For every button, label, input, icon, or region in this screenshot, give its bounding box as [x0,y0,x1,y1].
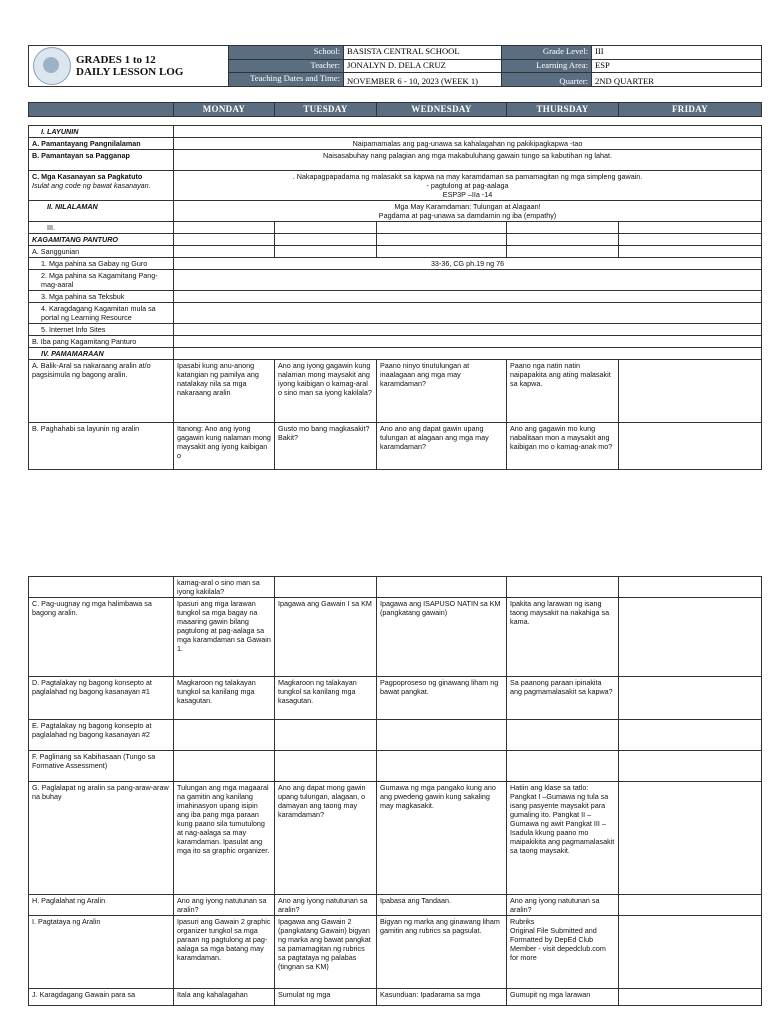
procedure-label: B. Paghahabi sa layunin ng aralin [29,423,174,470]
school-label: School: [229,46,344,60]
procedure-cell: Ano ang iyong natutunan sa aralin? [275,895,377,916]
procedure-label: C. Pag-uugnay ng mga halimbawa sa bagong aralin. [29,598,174,677]
procedure-cell: Ipasuri ang Gawain 2 graphic organizer tungkol sa mga paraan ng pagtulong at pag-aalaga sa mga batang may karamdaman. [174,916,275,989]
procedure-cell: Itanong: Ano ang iyong gagawin kung nalaman mong maysakit ang iyong kaibigan o [174,423,275,470]
teacher-value: JONALYN D. DELA CRUZ [344,59,502,73]
day-tuesday: TUESDAY [275,103,377,117]
procedure-cell: Ipasuri ang mga larawan tungkol sa mga bagay na maaaring gawin bilang pagtulong at pag-aalaga sa mga karamdaman sa Gawain 1. [174,598,275,677]
procedure-cell: Kasunduan: Ipadarama sa mga [377,989,507,1006]
procedure-label: F. Paglinang sa Kabihasaan (Tungo sa Formative Assessment) [29,751,174,782]
procedure-cell [619,598,762,677]
deped-seal-icon [33,47,71,85]
procedure-cell: Gusto mo bang magkasakit? Bakit? [275,423,377,470]
procedure-cell [619,751,762,782]
area-label: Learning Area: [502,59,592,73]
section-pamamaraan: IV. PAMAMARAAN [29,348,174,360]
procedure-cell: Rubriks Original File Submitted and Formatted by DepEd Club Member - visit depedclub.com for more [507,916,619,989]
label-internet-info: 5. Internet Info Sites [29,324,174,336]
procedure-cell: Ipasabi kung anu-anong katangian ng pamilya ang natalakay nila sa mga nakaraang aralin [174,360,275,423]
procedure-row [29,895,762,916]
day-friday: FRIDAY [619,103,762,117]
kasanayan-line2: - pagtulong at pag-aalaga [426,181,509,190]
procedure-row [29,916,762,989]
procedure-cell: Ano ang iyong natutunan sa aralin? [507,895,619,916]
procedure-cell: Ipagawa ang Gawain I sa KM [275,598,377,677]
procedure-cell: Ipabasa ang Tandaan. [377,895,507,916]
day-thursday: THURSDAY [507,103,619,117]
procedure-cell: Ano ang dapat mong gawin upang tulungan, alagaan, o damayan ang taong may karamdaman? [275,782,377,895]
value-nilalaman [174,201,762,222]
procedure-row [29,598,762,677]
procedure-cell: Ano ang iyong gagawin kung nalaman mong maysakit ang iyong kaibigan o kamag-aral o sino man sa iyong kakilala? [275,360,377,423]
label-learning-resource: 4. Karagdagang Kagamitan mula sa portal ng Learning Resource [29,303,174,324]
value-pamantayan-sa-pagganap: Naisasabuhay nang palagian ang mga makabuluhang gawain tungo sa kabutihan ng lahat. [174,150,762,171]
procedure-cell [619,916,762,989]
title-line1: GRADES 1 to 12 [76,54,156,66]
label-pamantayan-sa-pagganap: B. Pamantayan sa Pagganap [29,150,174,171]
label-kasanayan [29,171,174,201]
label-pamantayang-pangnilalaman: A. Pamantayang Pangnilalaman [29,138,174,150]
label-teksbuk: 3. Mga pahina sa Teksbuk [29,291,174,303]
procedure-label: A. Balik-Aral sa nakaraang aralin at/o pagsisimula ng bagong aralin. [29,360,174,423]
procedure-cell: Ipakita ang larawan ng isang taong maysakit na nakahiga sa kama. [507,598,619,677]
procedure-cell: Magkaroon ng talakayan tungkol sa kanilang mga kasagutan. [174,677,275,720]
dates-label: Teaching Dates and Time: [229,73,344,87]
procedure-cell [619,782,762,895]
label-gabay-ng-guro: 1. Mga pahina sa Gabay ng Guro [29,258,174,270]
day-monday: MONDAY [174,103,275,117]
kasanayan-title: C. Mga Kasanayan sa Pagkatuto [32,172,143,181]
procedure-label: H. Paglalahat ng Aralin [29,895,174,916]
school-value: BASISTA CENTRAL SCHOOL [344,46,502,60]
procedure-cell [619,423,762,470]
procedure-cell [377,720,507,751]
value-gabay-ng-guro: 33-36, CG ph.19 ng 76 [174,258,762,270]
kasanayan-line3: ESP3P –IIa -14 [442,190,493,199]
section-nilalaman: II. NILALAMAN [29,201,174,222]
procedure-row [29,782,762,895]
procedure-cell: Sa paanong paraan ipinakita ang pagmamalasakit sa kapwa? [507,677,619,720]
grade-value: III [592,46,762,60]
day-wednesday: WEDNESDAY [377,103,507,117]
procedure-cell [507,720,619,751]
procedure-cell [275,751,377,782]
procedure-label: E. Pagtalakay ng bagong konsepto at paglalahad ng bagong kasanayan #2 [29,720,174,751]
label-sanggunian: A. Sanggunian [29,246,174,258]
value-pamantayang-pangnilalaman: Naipamamalas ang pag-unawa sa kahalagahan ng pakikipagkapwa -tao [174,138,762,150]
day-header-row [29,103,762,117]
section-kagamitan: KAGAMITANG PANTURO [29,234,174,246]
section-iii: III. [29,222,174,234]
continuation-cell: kamag-aral o sino man sa iyong kakilala? [174,577,275,598]
quarter-value: 2ND QUARTER [592,73,762,87]
procedure-cell [377,751,507,782]
procedure-cell [619,989,762,1006]
procedure-row [29,720,762,751]
kasanayan-sub: Isulat ang code ng bawat kasanayan. [32,181,151,190]
procedure-cell: Itala ang kahalagahan [174,989,275,1006]
procedure-label: J. Karagdagang Gawain para sa [29,989,174,1006]
title-line2: DAILY LESSON LOG [76,66,184,78]
procedure-cell [174,751,275,782]
procedure-row [29,423,762,470]
area-value: ESP [592,59,762,73]
dll-table-page1 [28,102,761,470]
quarter-label: Quarter: [502,73,592,87]
procedure-row [29,360,762,423]
procedure-cell [619,677,762,720]
procedure-cell: Ano ang gagawin mo kung nabalitaan mon a maysakit ang kaibigan mo o kamag-anak mo? [507,423,619,470]
nilalaman-line2: Pagdama at pag-unawa sa damdamin ng iba (empathy) [378,211,557,220]
dll-header [28,45,761,87]
header-title-block [29,46,229,87]
procedure-row [29,677,762,720]
kasanayan-line1: . Nakapagpapadama ng malasakit sa kapwa na may karamdaman sa pamamagitan ng mga simpleng gawain. [292,172,643,181]
label-kagamitang-pang-mag-aaral: 2. Mga pahina sa Kagamitang Pang-mag-aaral [29,270,174,291]
procedure-cell: Pagpoproseso ng ginawang liham ng bawat pangkat. [377,677,507,720]
procedure-cell [619,720,762,751]
value-kasanayan [174,171,762,201]
procedure-cell: Ipagawa ang Gawain 2 (pangkatang Gawain) bigyan ng marka ang bawat pangkat sa pamamagitan ng rubrics sa pagtataya ng palabas (tingnan sa KM) [275,916,377,989]
teacher-label: Teacher: [229,59,344,73]
procedure-cell: Ipagawa ang ISAPUSO NATIN sa KM (pangkatang gawain) [377,598,507,677]
procedure-cell [507,751,619,782]
procedure-cell: Hatiin ang klase sa tatlo: Pangkat I –Gumawa ng tula sa isang pasyente maysakit para gumaling ito. Pangkat II –Gumawa ng awit Pangkat III –Isadula kkung paano mo maipakikita ang pagmamalasakit sa taong maysakit. [507,782,619,895]
grade-label: Grade Level: [502,46,592,60]
procedure-cell: Paano nga natin natin naipapakita ang ating malasakit sa kapwa. [507,360,619,423]
procedure-label: G. Paglalapat ng aralin sa pang-araw-araw na buhay [29,782,174,895]
label-iba-pang-kagamitan: B. Iba pang Kagamitang Panturo [29,336,174,348]
day-header-blank [29,103,174,117]
procedure-cell: Bigyan ng marka ang ginawang liham gamitin ang rubrics sa pagsulat. [377,916,507,989]
procedure-cell [174,720,275,751]
procedure-row [29,751,762,782]
section-layunin: I. LAYUNIN [29,126,174,138]
procedure-cell: Gumupit ng mga larawan [507,989,619,1006]
procedure-cell: Tulungan ang mga magaaral na gamitin ang kanilang imahinasyon upang isipin ang iba pang mga paraan kung paano sila tumutulong at nag-aalaga sa may karamdaman. Ipasulat ang mga ito sa graphic organizer. [174,782,275,895]
procedure-cell [619,895,762,916]
procedure-cell: Gumawa ng mga pangako kung ano ang pwedeng gawin kung sakaling may magkasakit. [377,782,507,895]
dll-table-page2 [28,576,761,1006]
procedure-row [29,989,762,1006]
procedure-label: I. Pagtataya ng Aralin [29,916,174,989]
nilalaman-line1: Mga May Karamdaman: Tulungan at Alagaan! [394,202,541,211]
procedure-cell: Magkaroon ng talakayan tungkol sa kanilang mga kasagutan. [275,677,377,720]
procedure-cell: Sumulat ng mga [275,989,377,1006]
procedure-label: D. Pagtalakay ng bagong konsepto at paglalahad ng bagong kasanayan #1 [29,677,174,720]
dates-value: NOVEMBER 6 - 10, 2023 (WEEK 1) [344,73,502,87]
procedure-cell: Paano ninyo tinutulungan at inaalagaan ang mga may karamdaman? [377,360,507,423]
procedure-cell: Ano ano ang dapat gawin upang tulungan at alagaan ang mga may karamdaman? [377,423,507,470]
procedure-cell [619,360,762,423]
procedure-cell [275,720,377,751]
procedure-cell: Ano ang iyong natutunan sa aralin? [174,895,275,916]
